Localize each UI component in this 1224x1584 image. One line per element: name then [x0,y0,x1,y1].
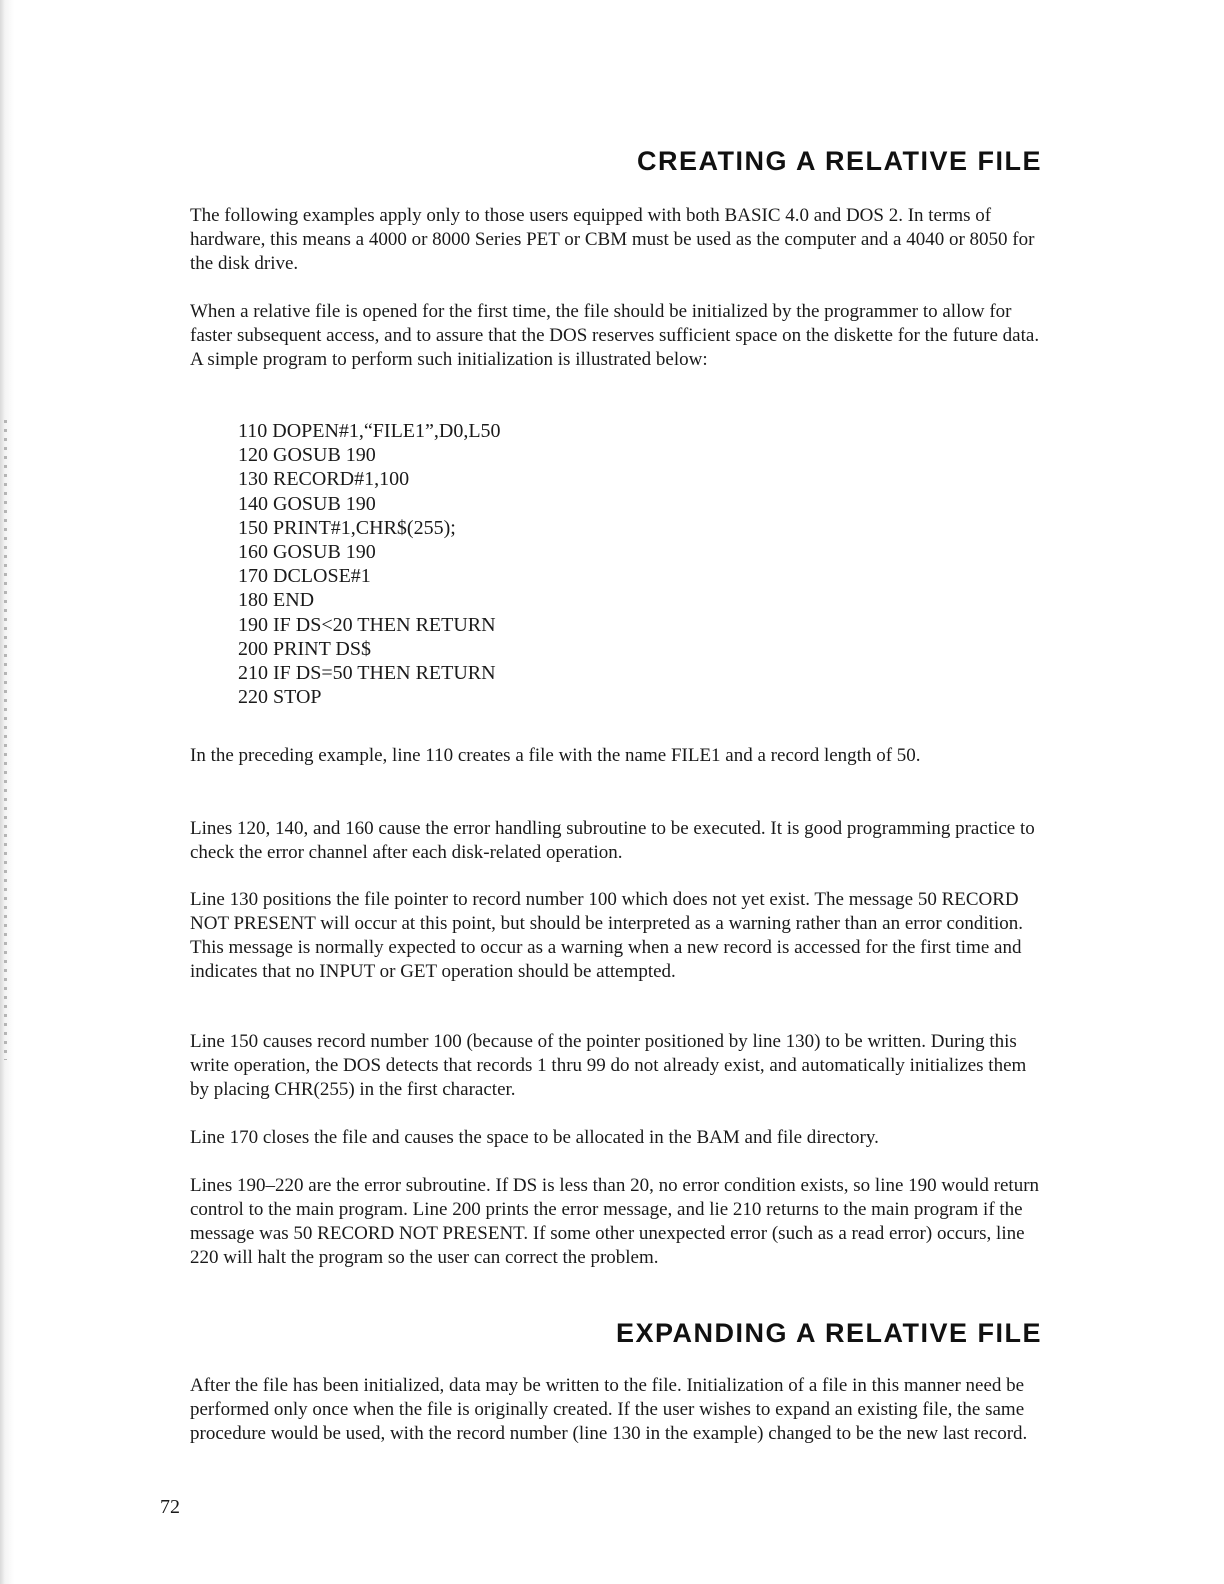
code-line: 110 DOPEN#1,“FILE1”,D0,L50 [238,420,501,442]
code-line: 190 IF DS<20 THEN RETURN [238,613,496,636]
paragraph-line-110: In the preceding example, line 110 creates a file with the name FILE1 and a record length of 50. [190,745,921,766]
code-line: 220 STOP [238,686,322,709]
code-line: 140 GOSUB 190 [238,492,376,515]
paragraph-line-130: Line 130 positions the file pointer to record number 100 which does not yet exist. The message 50 RECORD NOT PRESENT will occur at this point, but should be interpreted as a warning rather than an error condition. This message is normally expected to occur as a warning when a new record is accessed for the first time and indicates that no INPUT or GET operation should be attempted. [190,889,1024,982]
paragraph-line-150: Line 150 causes record number 100 (because of the pointer positioned by line 130) to be written. During this write operation, the DOS detects that records 1 thru 99 do not already exist, and automatically initializes them by placing CHR(255) in the first character. [190,1031,1027,1100]
paragraph-line-170: Line 170 closes the file and causes the space to be allocated in the BAM and file directory. [190,1127,879,1148]
code-line: 180 END [238,589,315,612]
paragraph-gosub-lines: Lines 120, 140, and 160 cause the error handling subroutine to be executed. It is good programming practice to check the error channel after each disk-related operation. [190,818,1035,863]
paragraph-requirements: The following examples apply only to those users equipped with both BASIC 4.0 and DOS 2. In terms of hardware, this means a 4000 or 8000 Series PET or CBM must be used as the computer and a 4040 or 8050 for the disk drive. [190,205,1035,274]
code-line: 120 GOSUB 190 [238,444,376,467]
section-heading-expanding: EXPANDING A RELATIVE FILE [615,1318,1042,1348]
basic-program-listing [238,419,501,709]
code-line: 150 PRINT#1,CHR$(255); [238,516,456,539]
code-line: 170 DCLOSE#1 [238,565,371,588]
paragraph-expanding: After the file has been initialized, data may be written to the file. Initialization of a file in this manner need be performed only once when the file is originally created. If the user wishes to expand an existing file, the same procedure would be used, with the record number (line 130 in the example) changed to be the new last record. [190,1375,1028,1444]
code-line: 210 IF DS=50 THEN RETURN [238,662,496,685]
paragraph-error-subroutine: Lines 190–220 are the error subroutine. If DS is less than 20, no error condition exists, so line 190 would return control to the main program. Line 200 prints the error message, and lie 210 returns to the main program if the message was 50 RECORD NOT PRESENT. If some other unexpected error (such as a read error) occurs, line 220 will halt the program so the user can correct the problem. [190,1175,1040,1268]
binding-edge-shadow [0,0,14,1584]
code-line: 200 PRINT DS$ [238,637,371,660]
code-line: 160 GOSUB 190 [238,541,376,564]
paragraph-initialization: When a relative file is opened for the first time, the file should be initialized by the programmer to allow for faster subsequent access, and to assure that the DOS reserves sufficient space on the diskette for the future data. A simple program to perform such initialization is illustrated below: [190,301,1040,370]
page-number: 72 [160,1496,180,1518]
code-line: 130 RECORD#1,100 [238,468,410,491]
section-heading-creating: CREATING A RELATIVE FILE [637,146,1042,176]
